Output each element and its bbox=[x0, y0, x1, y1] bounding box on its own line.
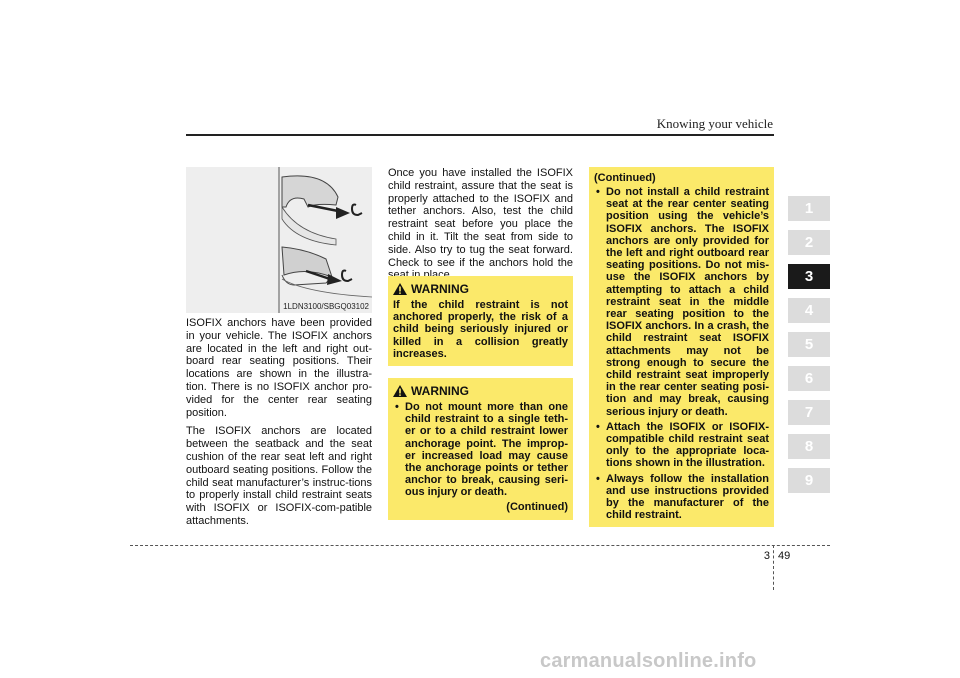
chapter-tab-1[interactable]: 1 bbox=[788, 196, 830, 221]
paragraph-isofix-between-seat: The ISOFIX anchors are located between the seatback and the seat cushion of the rear seat left and right outboard seating positions. Follow the child seat manufacturer’s instruc-tions to properly install child restraint seats with ISOFIX or ISOFIX-com-patible attachments. bbox=[186, 425, 372, 527]
section-title: Knowing your vehicle bbox=[656, 116, 773, 131]
left-column bbox=[186, 317, 372, 528]
warning-list bbox=[594, 186, 769, 521]
footer-rule bbox=[130, 545, 830, 546]
chapter-tab-5[interactable]: 5 bbox=[788, 332, 830, 357]
warning-label: WARNING bbox=[411, 384, 469, 398]
footer-divider bbox=[773, 545, 774, 590]
chapter-tab-2[interactable]: 2 bbox=[788, 230, 830, 255]
isofix-illustration bbox=[186, 167, 372, 313]
continued-label: (Continued) bbox=[506, 500, 568, 513]
warning-label: WARNING bbox=[411, 282, 469, 296]
middle-column-text bbox=[388, 167, 573, 282]
warning-text: If the child restraint is not anchored properly, the risk of a child being seriously injured or killed in a collision greatly increases. bbox=[393, 299, 568, 360]
figure-code: 1LDN3100/SBGQ03102 bbox=[283, 302, 369, 311]
warning-box-continued bbox=[589, 167, 774, 527]
warning-item: • Do not mount more than one child restraint to a single teth-er or to a child restraint lower anchorage point. The improp-er increased load may cause the anchorage points or tether anchor to break, causing seri-ous injury or death. bbox=[393, 401, 568, 499]
paragraph-installation-check: Once you have installed the ISOFIX child restraint, assure that the seat is properly attached to the ISOFIX and tether anchors. Also, test the child restraint seat before you place the child in it. Tilt the seat from side to side. Also try to tug the seat forward. Check to see if the anchors hold the bbox=[388, 167, 573, 269]
warning-triangle-icon bbox=[393, 385, 407, 397]
warning-heading bbox=[393, 282, 568, 296]
warning-triangle-icon bbox=[393, 283, 407, 295]
paragraph-isofix-location: ISOFIX anchors have been provided in your vehicle. The ISOFIX anchors are located in the left and right out-board rear seating positions. Their locations are shown in the illustra-tion. There is no ISOFIX anchor pro-vided for the center rear seating position. bbox=[186, 317, 372, 419]
warning-item: • Attach the ISOFIX or ISOFIX-compatible child restraint seat only to the appropriate loca-tions shown in the illustration. bbox=[594, 421, 769, 470]
warning-item: • Do not install a child restraint seat at the rear center seating position using the vehicle’s ISOFIX anchors. The ISOFIX anchors are only provided for the left and right outboard rear seating positions. Do not mis-use the ISOFIX anchors by attempting to attach a child restraint seat in the middle rear seating position to the ISOFIX anchors. In a crash, the child restraint seat ISOFIX attachments may not be strong enough to secure the child restraint seat improperly in the rear center seating posi-tion and may break, causing serious injury or death. bbox=[594, 186, 769, 418]
watermark: carmanualsonline.info bbox=[540, 650, 757, 672]
chapter-tab-7[interactable]: 7 bbox=[788, 400, 830, 425]
chapter-tab-8[interactable]: 8 bbox=[788, 434, 830, 459]
footer-page-number: 49 bbox=[778, 550, 791, 562]
warning-box-anchoring bbox=[388, 276, 573, 366]
chapter-tab-3[interactable]: 3 bbox=[788, 264, 830, 289]
warning-list bbox=[393, 401, 568, 499]
footer-chapter-number: 3 bbox=[763, 550, 770, 562]
chapter-tab-4[interactable]: 4 bbox=[788, 298, 830, 323]
warning-box-mounting bbox=[388, 378, 573, 520]
continued-heading: (Continued) bbox=[594, 172, 656, 184]
warning-item: • Always follow the installation and use instructions provided by the manufacturer of the child restraint. bbox=[594, 473, 769, 522]
warning-heading bbox=[393, 384, 568, 398]
chapter-tab-9[interactable]: 9 bbox=[788, 468, 830, 493]
header-rule bbox=[186, 134, 774, 136]
chapter-tabs bbox=[788, 196, 830, 502]
isofix-seat-drawing bbox=[186, 167, 372, 313]
chapter-tab-6[interactable]: 6 bbox=[788, 366, 830, 391]
